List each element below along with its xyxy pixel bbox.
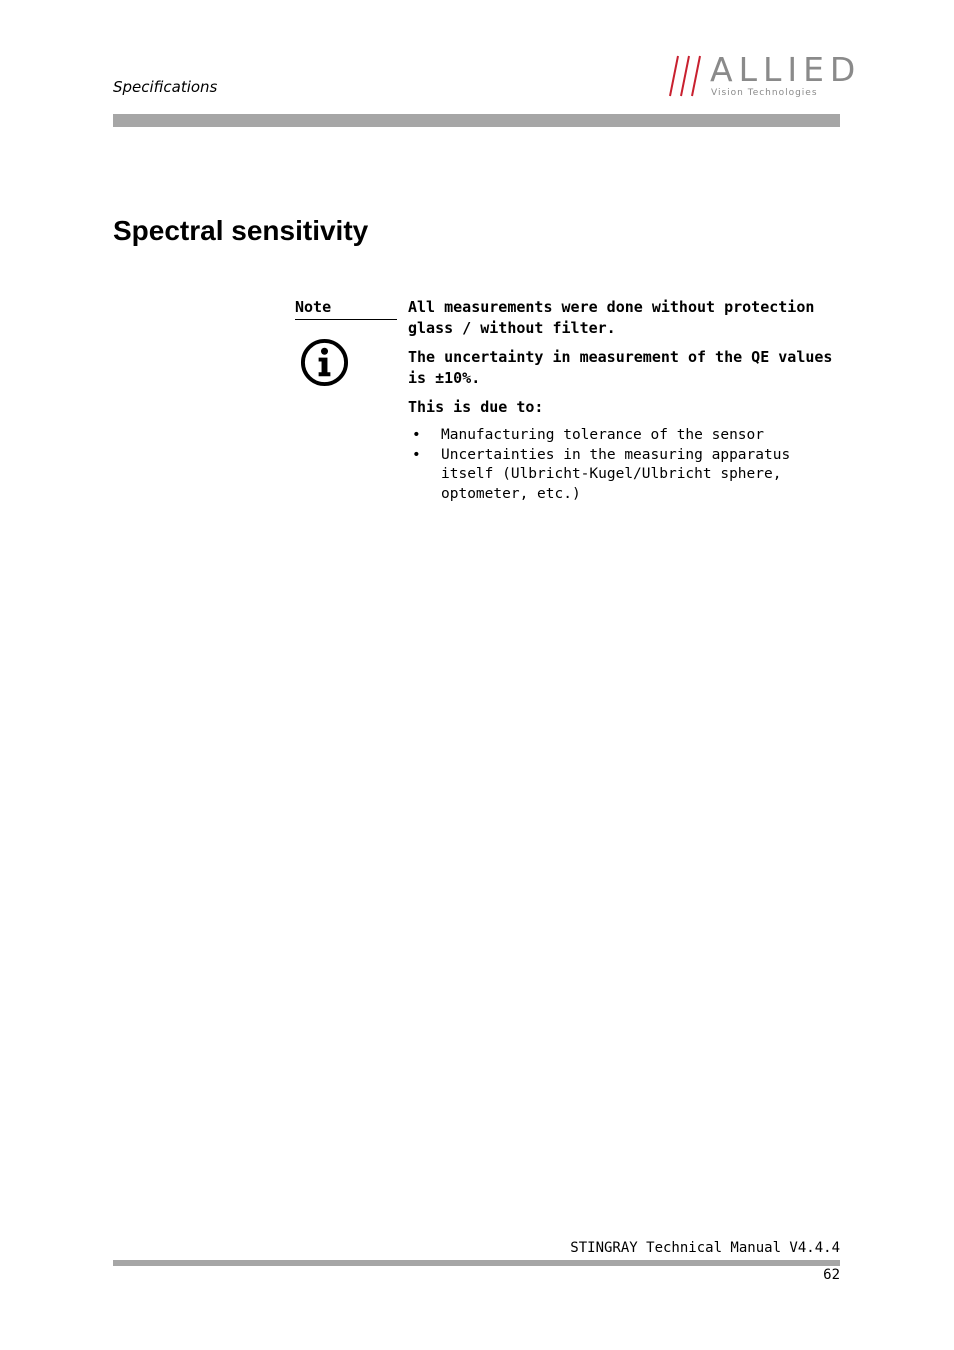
note-paragraph-due: This is due to: [408, 398, 544, 416]
list-item-text: Uncertainties in the measuring apparatus itself (Ulbricht-Kugel/Ulbricht sphere, optometer, etc.) [441, 446, 791, 502]
list-item [408, 426, 840, 446]
running-header-section: Specifications [113, 78, 218, 96]
note-label: Note [295, 298, 397, 320]
logo-wordmark: ALLIED [710, 50, 862, 89]
allied-logo [668, 50, 862, 102]
logo-slashes-icon [668, 54, 708, 98]
header-rule [113, 114, 840, 127]
note-bullet-list [408, 426, 840, 504]
note-body [408, 297, 840, 504]
page-title: Spectral sensitivity [113, 215, 369, 246]
note-paragraph-uncertainty: The uncertainty in measurement of the QE values is ±10%. [408, 348, 833, 387]
list-item-text: Manufacturing tolerance of the sensor [441, 427, 765, 443]
footer-rule [113, 1260, 840, 1266]
info-icon [300, 338, 349, 387]
bullet-icon: • [412, 427, 421, 443]
list-item [408, 446, 840, 505]
note-paragraph-glass: All measurements were done without protection glass / without filter. [408, 298, 815, 337]
bullet-icon: • [412, 446, 421, 463]
page-number: 62 [823, 1267, 840, 1283]
logo-subtitle: Vision Technologies [711, 88, 818, 98]
footer-manual-title: STINGRAY Technical Manual V4.4.4 [570, 1240, 840, 1256]
